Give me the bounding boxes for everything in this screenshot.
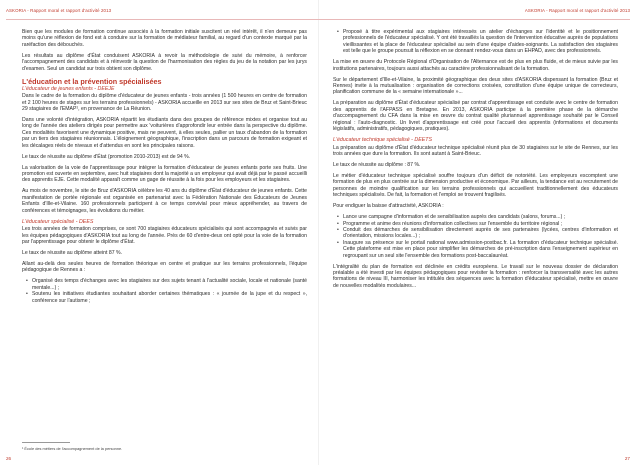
running-header-right: ASKORIA - Rapport moral et rapport d'activité 2013	[524, 8, 630, 13]
paragraph: Bien que les modules de formation continue associés à la formation initiale suscitent un réel intérêt, il n'en demeure pas moins qu'une réflexion de fond est à conduire sur la formation de médiateur familial, au regard d'un contexte marqué par la raréfaction des débouchés.	[22, 29, 307, 48]
page-number-left: 26	[6, 456, 12, 461]
subsection-title-dees: L'éducateur spécialisé - DEES	[22, 218, 94, 225]
list-item: • Lance une campagne d'information et de sensibilisation auprès des candidats (salons, forums...) ;	[343, 214, 618, 220]
paragraph: La préparation au diplôme d'État d'éducateur technique spécialisé réunit plus de 30 stagiaires sur le site de Rennes, sur les trois années que dure la formation. Ils sont autant à Saint-Brieuc.	[333, 144, 618, 157]
paragraph: Le métier d'éducateur technique spécialisé souffre toujours d'un déficit de notoriété. Les employeurs escomptent une formation de plus en plus centrée sur la dimension productive et économique. Par ailleurs, la tendance est au recrutement de personnes de moindre qualification sur les terrains professionnels qui accueillent traditionnellement des éducateurs techniques spécialisés. De fait, la formation et l'emploi se trouvent fragilisés.	[333, 172, 618, 199]
paragraph: Le taux de réussite au diplôme d'État (promotion 2010-2013) est de 94 %.	[22, 153, 191, 160]
header-rule-left	[6, 19, 319, 20]
right-page-content	[333, 29, 618, 294]
running-header-left: ASKORIA - Rapport moral et rapport d'activité 2013	[6, 8, 112, 13]
list-item: • Proposé à titre expérimental aux stagiaires intéressés un atelier d'échanges sur l'identité et le positionnement professionnels de l'éducateur spécialisé. Y ont été travaillés la question de l'intervention éducative auprès de populations vieillissantes et la place de l'éducateur spécialisé au sein d'une équipe d'aides-soignants. La satisfaction des stagiaires est telle que le groupe poursuit la réflexion en se donnant rendez-vous dans un EHPAD, avec des professionnels.	[343, 29, 618, 55]
subsection-title-deeje: L'éducateur de jeunes enfants - DEEJE	[22, 85, 115, 92]
list-item: • Conduit des démarches de sensibilisation directement auprès de ses partenaires (lycées, centres d'information et d'orientation, missions locales...) ;	[343, 227, 618, 240]
list-item: • Soutenu les initiatives étudiantes souhaitant aborder certaines thématiques : « journée de la jupe et du respect », conférence sur l'autisme ;	[32, 291, 307, 304]
paragraph: La préparation au diplôme d'État d'éducateur spécialisé par contrat d'apprentissage est conduite avec le centre de formation des apprentis de l'AFPASS en Bretagne. En 2013, ASKORIA participe à la première phase de la démarche d'accompagnement du CFA dans la mise en œuvre du contrat qualité pluriannuel apprentissage souhaité par le Conseil régional : l'auto-diagnostic. Un livret d'apprentissage est créé pour l'accueil des apprentis (informations et documents législatifs, administratifs, pédagogiques, pratiques).	[333, 100, 618, 133]
subsection-title-deets: L'éducateur technique spécialisé - DEETS	[333, 137, 433, 144]
left-page-content	[22, 29, 307, 309]
footnote-rule	[22, 442, 70, 443]
list-item: • Programme et anime des réunions d'information collectives sur l'ensemble du territoire régional ;	[343, 221, 618, 227]
paragraph: L'intégralité du plan de formation est déclinée en crédits européens. Le travail sur le nouveau dossier de déclaration préalable a été investi par les équipes pédagogiques pour revisiter la formation : renforcer la transversalité avec les autres formations de niveau III, harmoniser les intitulés des séquences avec la formation d'éducateur spécialisé, mettre en œuvre de nouvelles modalités modulaires...	[333, 263, 618, 289]
list-item: • Inaugure sa présence sur le portail national www.admission-postbac.fr. La formation d'éducateur technique spécialisé. Cette plateforme est mise en place pour simplifier les démarches de pré-inscription dans l'enseignement supérieur en regroupant sur un seul site l'ensemble des formations post-baccalauréat.	[343, 240, 618, 259]
section-title: L'éducation et la prévention spécialisées	[22, 76, 162, 86]
paragraph: Sur le département d'Ille-et-Vilaine, la proximité géographique des deux sites d'ASKORIA dispensant la formation (Bruz et Rennes) invite à la mutualisation : organisation de corrections croisées, constitution d'une équipe unique de correcteurs, planification commune de la « semaine internationale »...	[333, 76, 618, 96]
paragraph: Les trois années de formation comprises, ce sont 700 stagiaires éducateurs spécialisés qui sont accompagnés et suivis par les équipes pédagogiques d'ASKORIA tout au long de l'année. Près de 60 d'entre-deux ont opté pour la voie de la formation par l'apprentissage pour obtenir le diplôme d'État.	[22, 226, 307, 245]
paragraph: Dans une volonté d'intégration, ASKORIA répartit les étudiants dans des groupes de référence mixtes et organise tout au long de l'année des ateliers dirigés pour permettre aux 'voiturières d'approfondir leur entrée dans la perspective du diplôme. Ces modalités favorisent une dynamique positive, mais ne peuvent, à elles seules, pallier un taux d'abandon de la formation par un tiers des stagiaires réunionnais. L'éloignement géographique, l'inscription dans un parcours de formation exigeant et les décalages réels de niveaux et d'attendus en sont les principales raisons.	[22, 116, 307, 149]
page-number-right: 27	[624, 456, 630, 461]
header-rule-right	[319, 19, 630, 20]
bullet-list	[22, 278, 307, 304]
right-page	[319, 0, 638, 465]
footnote: ¹ École des métiers de l'accompagnement de la personne.	[22, 446, 123, 451]
paragraph: Les résultats au diplôme d'État conduisent ASKORIA à revoir la méthodologie de suivi du mémoire, à renforcer l'accompagnement des candidats et à réinvestir la question de l'harmonisation des règles du jeu de la notation par les jurys d'examen. Seul un candidat sur trois obtient son diplôme.	[22, 52, 307, 72]
paragraph: Le taux de réussite au diplôme : 87 %.	[333, 161, 421, 168]
bullet-list	[333, 214, 618, 259]
paragraph: La mise en œuvre du Protocole Régional d'Organisation de l'Alternance est de plus en plus fluide, et de mieux suivie par les institutions partenaires, toujours aussi attachés au caractère professionnalisant de la formation.	[333, 59, 618, 72]
paragraph: Pour endiguer la baisse d'attractivité, ASKORIA :	[333, 203, 444, 210]
list-item: • Organisé des temps d'échanges avec les stagiaires sur des sujets tenant à l'actualité sociale, locale et nationale (santé mentale...) ;	[32, 278, 307, 291]
paragraph: Au mois de novembre, le site de Bruz d'ASKORIA célèbre les 40 ans du diplôme d'État d'éducateur de jeunes enfants. Cette manifestation de portée régionale est organisée en partenariat avec la Fédération Nationale des Éducateurs de Jeunes Enfants d'Ille-et-Vilaine. 160 professionnels participent à ce temps convivial pour mieux appréhender, au travers de conférences et témoignages, les évolutions du métier.	[22, 188, 307, 214]
paragraph: Le taux de réussite au diplôme atteint 87 %.	[22, 249, 123, 256]
paragraph: La valorisation de la voie de l'apprentissage pour intégrer la formation d'éducateur de jeunes enfants porte ses fruits. Une promotion est ouverte en septembre, avec huit stagiaires dont la majorité a un employeur qui avait déjà par le passé accueilli des apprentis EJE. Cette modalité apparaît comme un gage de réussite à la fois pour les employeurs et les stagiaires.	[22, 164, 307, 184]
paragraph: Dans le cadre de la formation du diplôme d'éducateur de jeunes enfants - trois années (1 500 heures en centre de formation et 2 100 heures de stages sur les terrains professionnels) - ASKORIA accueille en 2013 sur ses sites de Bruz et Saint-Brieuc 29 stagiaires de l'EMAP¹, en provenance de La Réunion.	[22, 93, 307, 112]
paragraph: Allant au-delà des seules heures de formation théorique en centre et pratique sur les terrains professionnels, l'équipe pédagogique de Rennes a :	[22, 260, 307, 274]
bullet-list	[333, 29, 618, 55]
